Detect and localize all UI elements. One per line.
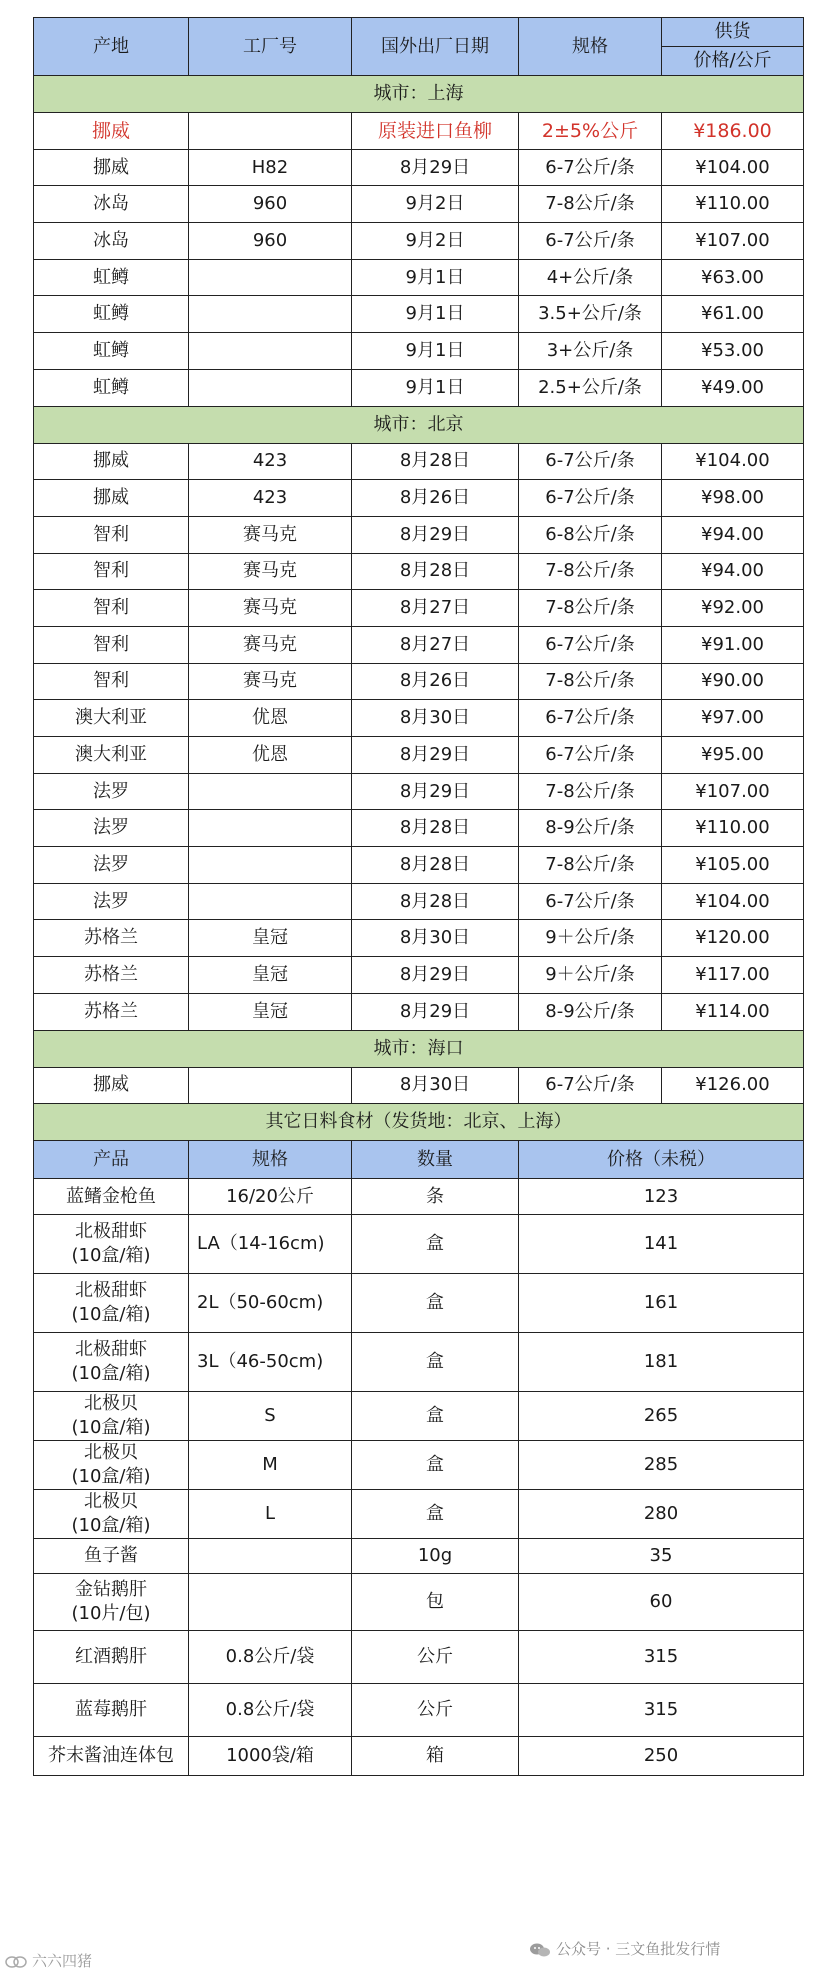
cell-spec: 1000袋/箱 [189,1737,352,1776]
cell-price: ¥107.00 [662,223,804,260]
cell-qty: 10g [352,1539,519,1574]
cell-origin: 挪威 [34,113,189,150]
cell-spec: 8-9公斤/条 [519,810,662,847]
other-header-qty: 数量 [352,1141,519,1179]
cell-factory: 赛马克 [189,626,352,663]
cell-date: 9月1日 [352,333,519,370]
cell-factory [189,333,352,370]
cell-factory: 423 [189,480,352,517]
other-item-row [34,1684,804,1737]
other-item-row [34,1631,804,1684]
other-header-price: 价格（未税） [519,1141,804,1179]
cell-date: 8月28日 [352,553,519,590]
cell-factory: 皇冠 [189,957,352,994]
cell-factory: 960 [189,223,352,260]
cell-date: 8月30日 [352,1067,519,1104]
watermark-logo-icon [4,1954,28,1970]
cell-product [34,1215,189,1274]
other-header-row [34,1141,804,1179]
cell-qty: 盒 [352,1441,519,1490]
cell-factory: 423 [189,443,352,480]
header-date: 国外出厂日期 [352,18,519,76]
cell-spec: 6-7公斤/条 [519,223,662,260]
price-table-body [34,18,804,1776]
product-pack: (10盒/箱) [71,1515,151,1537]
cell-factory: 赛马克 [189,553,352,590]
cell-date: 9月2日 [352,186,519,223]
other-section-title-row [34,1104,804,1141]
product-name: 北极贝 [84,1491,138,1513]
section-title: 城市：北京 [34,406,804,443]
cell-spec: 6-7公斤/条 [519,149,662,186]
cell-price: ¥94.00 [662,516,804,553]
cell-spec: 6-8公斤/条 [519,516,662,553]
wechat-icon [528,1942,552,1958]
cell-price: 141 [519,1215,804,1274]
cell-factory: 皇冠 [189,993,352,1030]
cell-date: 8月29日 [352,773,519,810]
cell-price: 315 [519,1631,804,1684]
cell-price: 35 [519,1539,804,1574]
cell-date: 8月27日 [352,626,519,663]
cell-spec: 16/20公斤 [189,1179,352,1215]
cell-factory: 赛马克 [189,516,352,553]
cell-date: 8月28日 [352,883,519,920]
product-name: 蓝莓鹅肝 [75,1699,147,1721]
header-row [34,18,804,47]
cell-price: ¥126.00 [662,1067,804,1104]
section-title: 城市：上海 [34,76,804,113]
cell-factory: H82 [189,149,352,186]
cell-price: ¥105.00 [662,847,804,884]
cell-origin: 法罗 [34,883,189,920]
cell-factory: 赛马克 [189,663,352,700]
cell-spec: 3+公斤/条 [519,333,662,370]
cell-spec: 6-7公斤/条 [519,700,662,737]
cell-origin: 澳大利亚 [34,700,189,737]
cell-date: 8月27日 [352,590,519,627]
cell-qty: 盒 [352,1333,519,1392]
table-row [34,626,804,663]
cell-factory [189,1067,352,1104]
cell-origin: 法罗 [34,847,189,884]
cell-factory: 优恩 [189,737,352,774]
cell-price: 280 [519,1490,804,1539]
cell-product [34,1179,189,1215]
cell-origin: 虹鳟 [34,369,189,406]
section-title: 城市：海口 [34,1030,804,1067]
cell-spec: 7-8公斤/条 [519,186,662,223]
product-name: 芥末酱油连体包 [48,1745,174,1767]
cell-origin: 智利 [34,663,189,700]
product-name: 鱼子酱 [84,1545,138,1567]
cell-date: 9月1日 [352,296,519,333]
cell-qty: 盒 [352,1490,519,1539]
other-item-row [34,1333,804,1392]
table-row [34,480,804,517]
cell-date: 8月30日 [352,700,519,737]
cell-product [34,1274,189,1333]
cell-price: ¥110.00 [662,186,804,223]
table-row [34,1067,804,1104]
cell-spec: 7-8公斤/条 [519,773,662,810]
table-row [34,993,804,1030]
cell-origin: 挪威 [34,149,189,186]
other-item-row [34,1392,804,1441]
cell-spec: 7-8公斤/条 [519,847,662,884]
cell-product [34,1392,189,1441]
other-item-row [34,1490,804,1539]
cell-price: ¥104.00 [662,883,804,920]
cell-spec: 8-9公斤/条 [519,993,662,1030]
cell-date: 8月26日 [352,480,519,517]
table-row [34,847,804,884]
cell-price: ¥114.00 [662,993,804,1030]
cell-origin: 智利 [34,516,189,553]
cell-spec: 3.5+公斤/条 [519,296,662,333]
table-row [34,663,804,700]
product-name: 蓝鳍金枪鱼 [66,1185,156,1207]
other-item-row [34,1274,804,1333]
cell-origin: 挪威 [34,443,189,480]
cell-spec: 6-7公斤/条 [519,626,662,663]
cell-date: 8月26日 [352,663,519,700]
cell-date: 8月28日 [352,443,519,480]
table-row [34,553,804,590]
cell-price: ¥104.00 [662,443,804,480]
cell-origin: 挪威 [34,480,189,517]
cell-price: ¥61.00 [662,296,804,333]
other-item-row [34,1179,804,1215]
cell-price: ¥90.00 [662,663,804,700]
cell-spec [189,1539,352,1574]
cell-qty: 包 [352,1574,519,1631]
cell-date: 8月29日 [352,149,519,186]
other-item-row [34,1574,804,1631]
cell-factory [189,259,352,296]
cell-spec: 2.5+公斤/条 [519,369,662,406]
cell-price: ¥97.00 [662,700,804,737]
cell-price: ¥91.00 [662,626,804,663]
cell-price: 265 [519,1392,804,1441]
cell-qty: 箱 [352,1737,519,1776]
cell-factory [189,883,352,920]
product-name: 北极甜虾 [75,1221,147,1243]
other-header-product: 产品 [34,1141,189,1179]
section-city-row [34,406,804,443]
cell-price: 123 [519,1179,804,1215]
cell-spec: 0.8公斤/袋 [189,1631,352,1684]
cell-date: 8月29日 [352,993,519,1030]
cell-date: 9月1日 [352,369,519,406]
cell-price: ¥63.00 [662,259,804,296]
header-origin: 产地 [34,18,189,76]
cell-spec: L [189,1490,352,1539]
cell-price: ¥92.00 [662,590,804,627]
cell-origin: 智利 [34,590,189,627]
cell-price: ¥94.00 [662,553,804,590]
table-row [34,369,804,406]
cell-factory [189,369,352,406]
cell-spec [189,1574,352,1631]
product-name: 北极贝 [84,1442,138,1464]
cell-factory: 赛马克 [189,590,352,627]
cell-factory [189,296,352,333]
cell-spec: M [189,1441,352,1490]
cell-spec: 6-7公斤/条 [519,443,662,480]
table-row [34,333,804,370]
product-pack: (10盒/箱) [71,1363,151,1385]
section-city-row [34,76,804,113]
watermark-right [528,1938,720,1959]
cell-factory: 960 [189,186,352,223]
cell-factory [189,773,352,810]
cell-spec: 6-7公斤/条 [519,480,662,517]
cell-product [34,1684,189,1737]
cell-factory: 皇冠 [189,920,352,957]
cell-product [34,1441,189,1490]
cell-product [34,1539,189,1574]
cell-spec: 7-8公斤/条 [519,663,662,700]
other-header-spec: 规格 [189,1141,352,1179]
table-row [34,296,804,333]
cell-spec: 9＋公斤/条 [519,957,662,994]
cell-origin: 虹鳟 [34,333,189,370]
watermark-left [4,1950,92,1971]
other-item-row [34,1441,804,1490]
cell-price: ¥120.00 [662,920,804,957]
cell-origin: 智利 [34,626,189,663]
header-price-unit: 价格/公斤 [662,47,804,76]
cell-origin: 冰岛 [34,223,189,260]
product-name: 金钻鹅肝 [75,1579,147,1601]
table-row [34,186,804,223]
table-row [34,957,804,994]
cell-origin: 苏格兰 [34,957,189,994]
cell-product [34,1631,189,1684]
cell-origin: 虹鳟 [34,259,189,296]
product-pack: (10盒/箱) [71,1466,151,1488]
cell-date: 8月29日 [352,516,519,553]
product-pack: (10盒/箱) [71,1417,151,1439]
cell-price: 315 [519,1684,804,1737]
cell-date: 8月29日 [352,957,519,994]
cell-origin: 虹鳟 [34,296,189,333]
cell-product [34,1737,189,1776]
product-name: 北极甜虾 [75,1280,147,1302]
cell-price: ¥186.00 [662,113,804,150]
cell-date: 8月28日 [352,847,519,884]
cell-spec: 7-8公斤/条 [519,590,662,627]
cell-date: 8月30日 [352,920,519,957]
watermark-left-text: 六六四猪 [32,1952,93,1970]
cell-price: ¥98.00 [662,480,804,517]
product-name: 北极贝 [84,1393,138,1415]
product-pack: (10盒/箱) [71,1304,151,1326]
table-row [34,516,804,553]
cell-origin: 挪威 [34,1067,189,1104]
cell-qty: 盒 [352,1392,519,1441]
watermark-right-text: 公众号 · 三文鱼批发行情 [556,1940,721,1958]
cell-origin: 智利 [34,553,189,590]
cell-price: 285 [519,1441,804,1490]
cell-spec: 2L（50-60cm) [189,1274,352,1333]
cell-spec: LA（14-16cm) [189,1215,352,1274]
cell-price: ¥95.00 [662,737,804,774]
cell-origin: 法罗 [34,810,189,847]
table-row [34,920,804,957]
cell-price: 161 [519,1274,804,1333]
cell-spec: 6-7公斤/条 [519,1067,662,1104]
table-row [34,113,804,150]
product-pack: (10片/包) [71,1603,151,1625]
cell-factory: 优恩 [189,700,352,737]
cell-origin: 澳大利亚 [34,737,189,774]
cell-price: 60 [519,1574,804,1631]
cell-qty: 盒 [352,1215,519,1274]
cell-spec: 3L（46-50cm) [189,1333,352,1392]
cell-origin: 冰岛 [34,186,189,223]
cell-spec: S [189,1392,352,1441]
cell-spec: 7-8公斤/条 [519,553,662,590]
cell-origin: 苏格兰 [34,993,189,1030]
table-row [34,223,804,260]
cell-price: ¥110.00 [662,810,804,847]
cell-price: 181 [519,1333,804,1392]
cell-date: 8月28日 [352,810,519,847]
cell-qty: 盒 [352,1274,519,1333]
cell-date: 9月1日 [352,259,519,296]
cell-origin: 法罗 [34,773,189,810]
price-table [33,17,804,1776]
cell-price: ¥49.00 [662,369,804,406]
table-row [34,700,804,737]
header-spec: 规格 [519,18,662,76]
product-pack: (10盒/箱) [71,1245,151,1267]
cell-qty: 条 [352,1179,519,1215]
cell-spec: 6-7公斤/条 [519,737,662,774]
table-row [34,149,804,186]
header-supply: 供货 [662,18,804,47]
cell-spec: 4+公斤/条 [519,259,662,296]
cell-product [34,1574,189,1631]
cell-price: ¥107.00 [662,773,804,810]
cell-factory [189,847,352,884]
header-factory: 工厂号 [189,18,352,76]
cell-date: 8月29日 [352,737,519,774]
cell-price: ¥104.00 [662,149,804,186]
cell-spec: 0.8公斤/袋 [189,1684,352,1737]
cell-spec: 6-7公斤/条 [519,883,662,920]
table-row [34,737,804,774]
cell-price: 250 [519,1737,804,1776]
table-row [34,259,804,296]
cell-qty: 公斤 [352,1631,519,1684]
section-city-row [34,1030,804,1067]
table-row [34,443,804,480]
product-name: 红酒鹅肝 [75,1646,147,1668]
cell-price: ¥117.00 [662,957,804,994]
other-item-row [34,1539,804,1574]
cell-spec: 2±5%公斤 [519,113,662,150]
cell-date: 9月2日 [352,223,519,260]
cell-qty: 公斤 [352,1684,519,1737]
other-item-row [34,1215,804,1274]
cell-product [34,1333,189,1392]
cell-price: ¥53.00 [662,333,804,370]
other-section-title: 其它日料食材（发货地：北京、上海） [34,1104,804,1141]
table-row [34,810,804,847]
cell-origin: 苏格兰 [34,920,189,957]
table-row [34,773,804,810]
cell-product [34,1490,189,1539]
cell-date: 原装进口鱼柳 [352,113,519,150]
cell-spec: 9＋公斤/条 [519,920,662,957]
table-row [34,883,804,920]
cell-factory [189,113,352,150]
product-name: 北极甜虾 [75,1339,147,1361]
cell-factory [189,810,352,847]
other-item-row [34,1737,804,1776]
table-row [34,590,804,627]
